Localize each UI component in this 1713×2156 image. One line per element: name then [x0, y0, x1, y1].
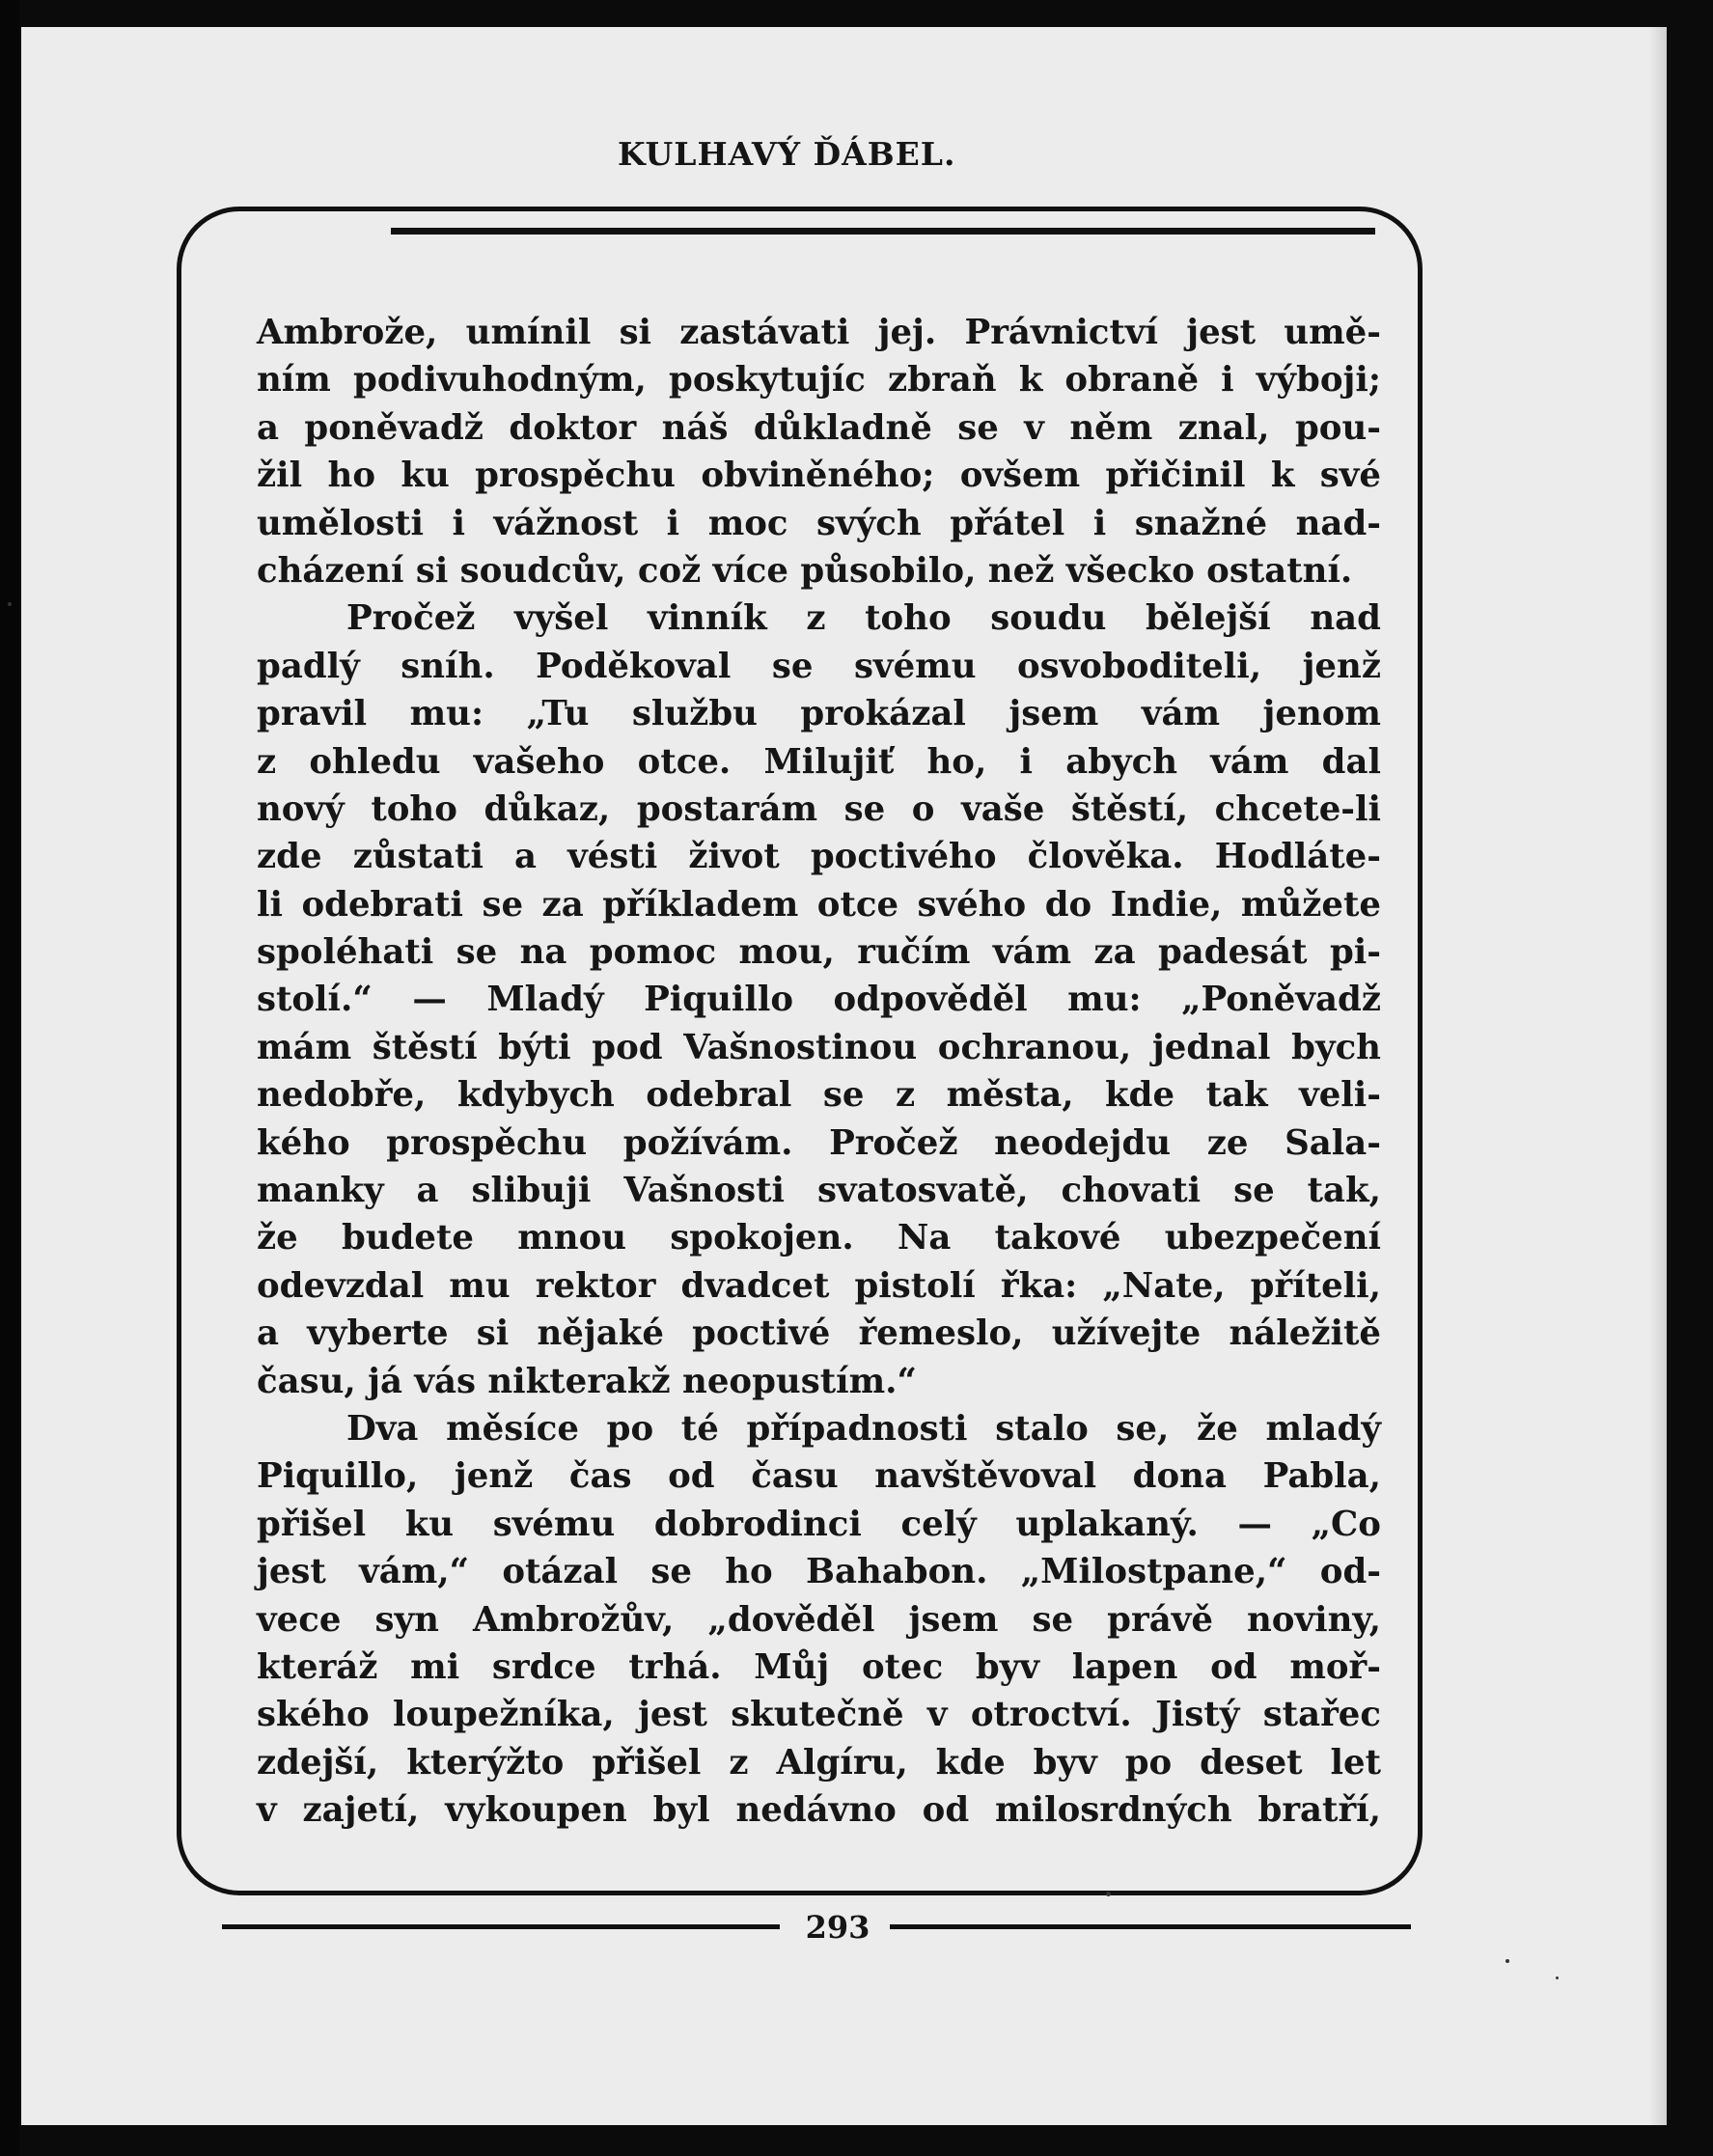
text-line: že budete mnou spokojen. Na takové ubezpečení	[257, 1218, 1381, 1258]
text-line: padlý sníh. Poděkoval se svému osvoboditeli, jenž	[257, 646, 1381, 686]
running-head: KULHAVÝ ĎÁBEL.	[618, 135, 956, 173]
frame-top-rule	[391, 228, 1375, 235]
text-line: v zajetí, vykoupen byl nedávno od milosrdných bratří,	[257, 1790, 1381, 1831]
text-line: odevzdal mu rektor dvadcet pistolí řka: „Nate, příteli,	[257, 1265, 1381, 1306]
text-line: mám štěstí býti pod Vašnostinou ochranou, jednal bych	[257, 1027, 1381, 1067]
text-line: li odebrati se za příkladem otce svého do Indie, můžete	[257, 884, 1381, 925]
scan-speck	[8, 602, 12, 606]
text-line: pravil mu: „Tu službu prokázal jsem vám jenom	[257, 694, 1381, 734]
text-line: ním podivuhodným, poskytujíc zbraň k obraně i výboji;	[257, 360, 1381, 401]
text-line: Piquillo, jenž čas od času navštěvoval dona Pabla,	[257, 1456, 1381, 1497]
text-line: žil ho ku prospěchu obviněného; ovšem přičinil k své	[257, 456, 1381, 496]
footer-rule-left	[222, 1924, 780, 1929]
text-line: z ohledu vašeho otce. Milujiť ho, i abych vám dal	[257, 741, 1381, 782]
text-line: Dva měsíce po té případnosti stalo se, že mladý	[346, 1408, 1381, 1449]
text-line: a vyberte si nějaké poctivé řemeslo, užívejte náležitě	[257, 1313, 1381, 1354]
text-line: manky a slibuji Vašnosti svatosvatě, chovati se tak,	[257, 1171, 1381, 1211]
text-line: kého prospěchu požívám. Pročež neodejdu ze Sala-	[257, 1122, 1381, 1163]
text-line: cházení si soudcův, což více působilo, než všecko ostatní.	[257, 550, 1353, 591]
text-line: zdejší, kterýžto přišel z Algíru, kde byv po deset let	[257, 1742, 1381, 1783]
text-line: kteráž mi srdce trhá. Můj otec byv lapen od moř-	[257, 1646, 1381, 1687]
scan-speck	[1106, 1892, 1111, 1896]
text-line: zde zůstati a vésti život poctivého člověka. Hodláte-	[257, 837, 1381, 877]
text-line: přišel ku svému dobrodinci celý uplakaný. — „Co	[257, 1504, 1381, 1544]
footer-rule-right	[890, 1924, 1411, 1929]
scan-speck	[1556, 1976, 1559, 1979]
body-text	[257, 309, 1381, 1835]
scan-speck	[1506, 1959, 1509, 1963]
text-line: Pročež vyšel vinník z toho soudu bělejší nad	[346, 598, 1381, 639]
text-line: ského loupežníka, jest skutečně v otroctví. Jistý stařec	[257, 1695, 1381, 1735]
text-line: nedobře, kdybych odebral se z města, kde tak veli-	[257, 1075, 1381, 1116]
text-line: a poněvadž doktor náš důkladně se v něm znal, pou-	[257, 407, 1381, 448]
text-line: stolí.“ — Mladý Piquillo odpověděl mu: „Poněvadž	[257, 980, 1381, 1020]
text-line: umělosti i vážnost i moc svých přátel i snažné nad-	[257, 503, 1381, 543]
text-line: času, já vás nikterakž neopustím.“	[257, 1361, 917, 1401]
text-line: Ambrože, umínil si zastávati jej. Právnictví jest umě-	[257, 313, 1381, 352]
text-line: vece syn Ambrožův, „dověděl jsem se právě noviny,	[257, 1599, 1381, 1640]
text-line: spoléhati se na pomoc mou, ručím vám za padesát pi-	[257, 932, 1381, 973]
page-footer	[222, 1903, 1419, 1951]
page-edge-shadow	[1649, 27, 1667, 2125]
book-spine-shadow	[0, 0, 19, 2156]
text-line: jest vám,“ otázal se ho Bahabon. „Milostpane,“ od-	[257, 1552, 1381, 1592]
text-line: nový toho důkaz, postarám se o vaše štěstí, chcete-li	[257, 788, 1381, 829]
page-number: 293	[805, 1909, 870, 1946]
